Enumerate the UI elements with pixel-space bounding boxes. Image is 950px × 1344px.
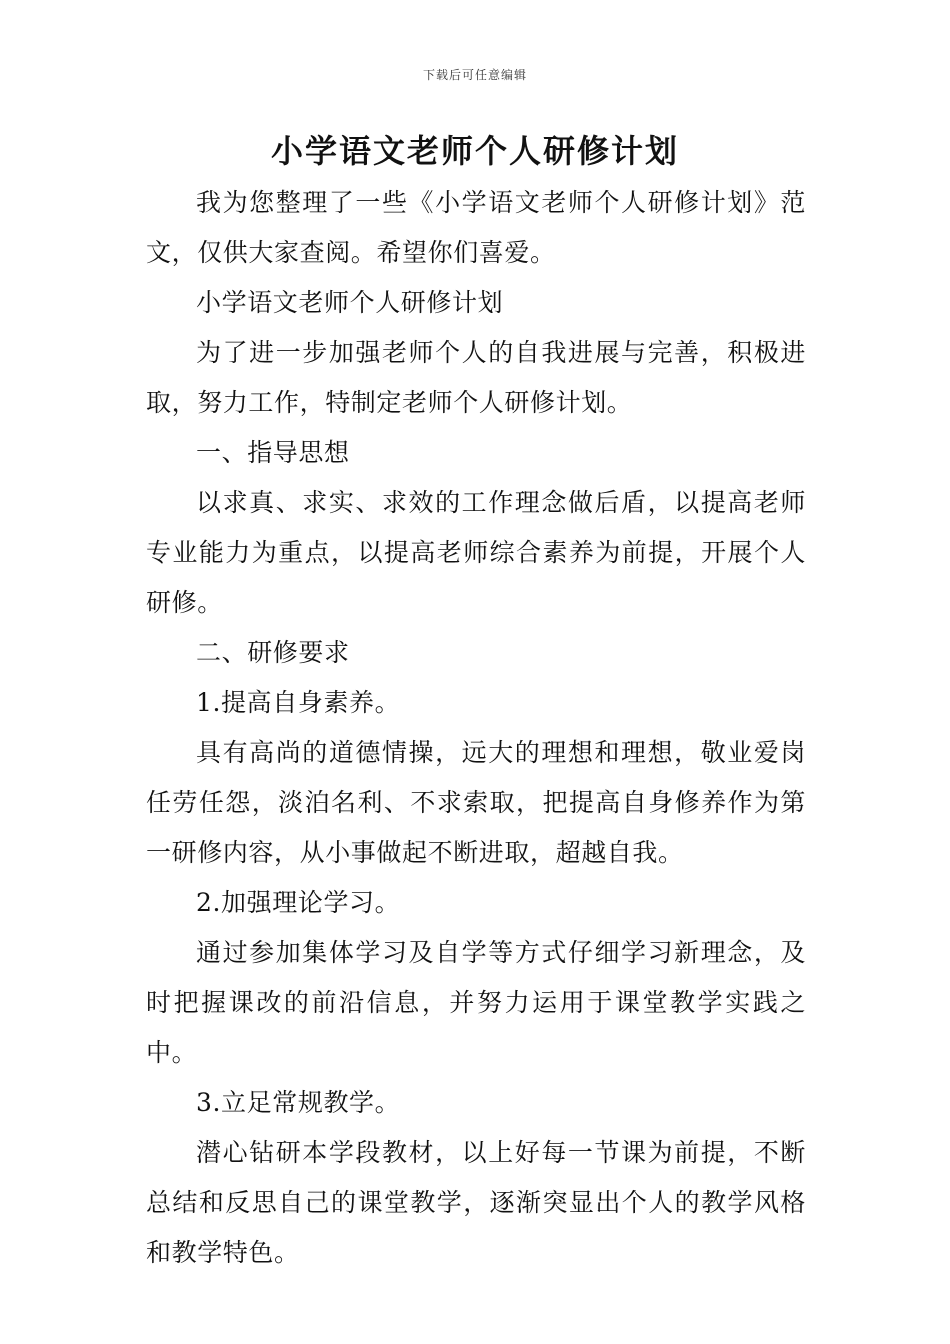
- requirement-3-heading: 3.立足常规教学。: [196, 1088, 401, 1117]
- document-title: 小学语文老师个人研修计划: [270, 132, 679, 170]
- document-body: [146, 178, 806, 1278]
- purpose-paragraph: 为了进一步加强老师个人的自我进展与完善，积极进取，努力工作，特制定老师个人研修计划。: [146, 338, 806, 417]
- intro-paragraph: 我为您整理了一些《小学语文老师个人研修计划》范文，仅供大家查阅。希望你们喜爱。: [146, 188, 806, 267]
- section-heading-requirements: 二、研修要求: [196, 638, 350, 667]
- guiding-ideas-paragraph: 以求真、求实、求效的工作理念做后盾，以提高老师专业能力为重点，以提高老师综合素养为前提，开展个人研修。: [146, 488, 806, 617]
- requirement-1-paragraph: 具有高尚的道德情操，远大的理想和理想，敬业爱岗任劳任怨，淡泊名利、不求索取，把提高自身修养作为第一研修内容，从小事做起不断进取，超越自我。: [146, 738, 806, 867]
- section-heading-guiding-ideas: 一、指导思想: [196, 438, 350, 467]
- requirement-3-paragraph: 潜心钻研本学段教材，以上好每一节课为前提，不断总结和反思自己的课堂教学，逐渐突显出个人的教学风格和教学特色。: [146, 1138, 806, 1267]
- requirement-2-heading: 2.加强理论学习。: [196, 888, 401, 917]
- header-note: 下载后可任意编辑: [422, 68, 527, 82]
- requirement-2-paragraph: 通过参加集体学习及自学等方式仔细学习新理念，及时把握课改的前沿信息，并努力运用于课堂教学实践之中。: [146, 938, 806, 1067]
- requirement-1-heading: 1.提高自身素养。: [196, 688, 401, 717]
- subtitle-paragraph: 小学语文老师个人研修计划: [196, 288, 504, 317]
